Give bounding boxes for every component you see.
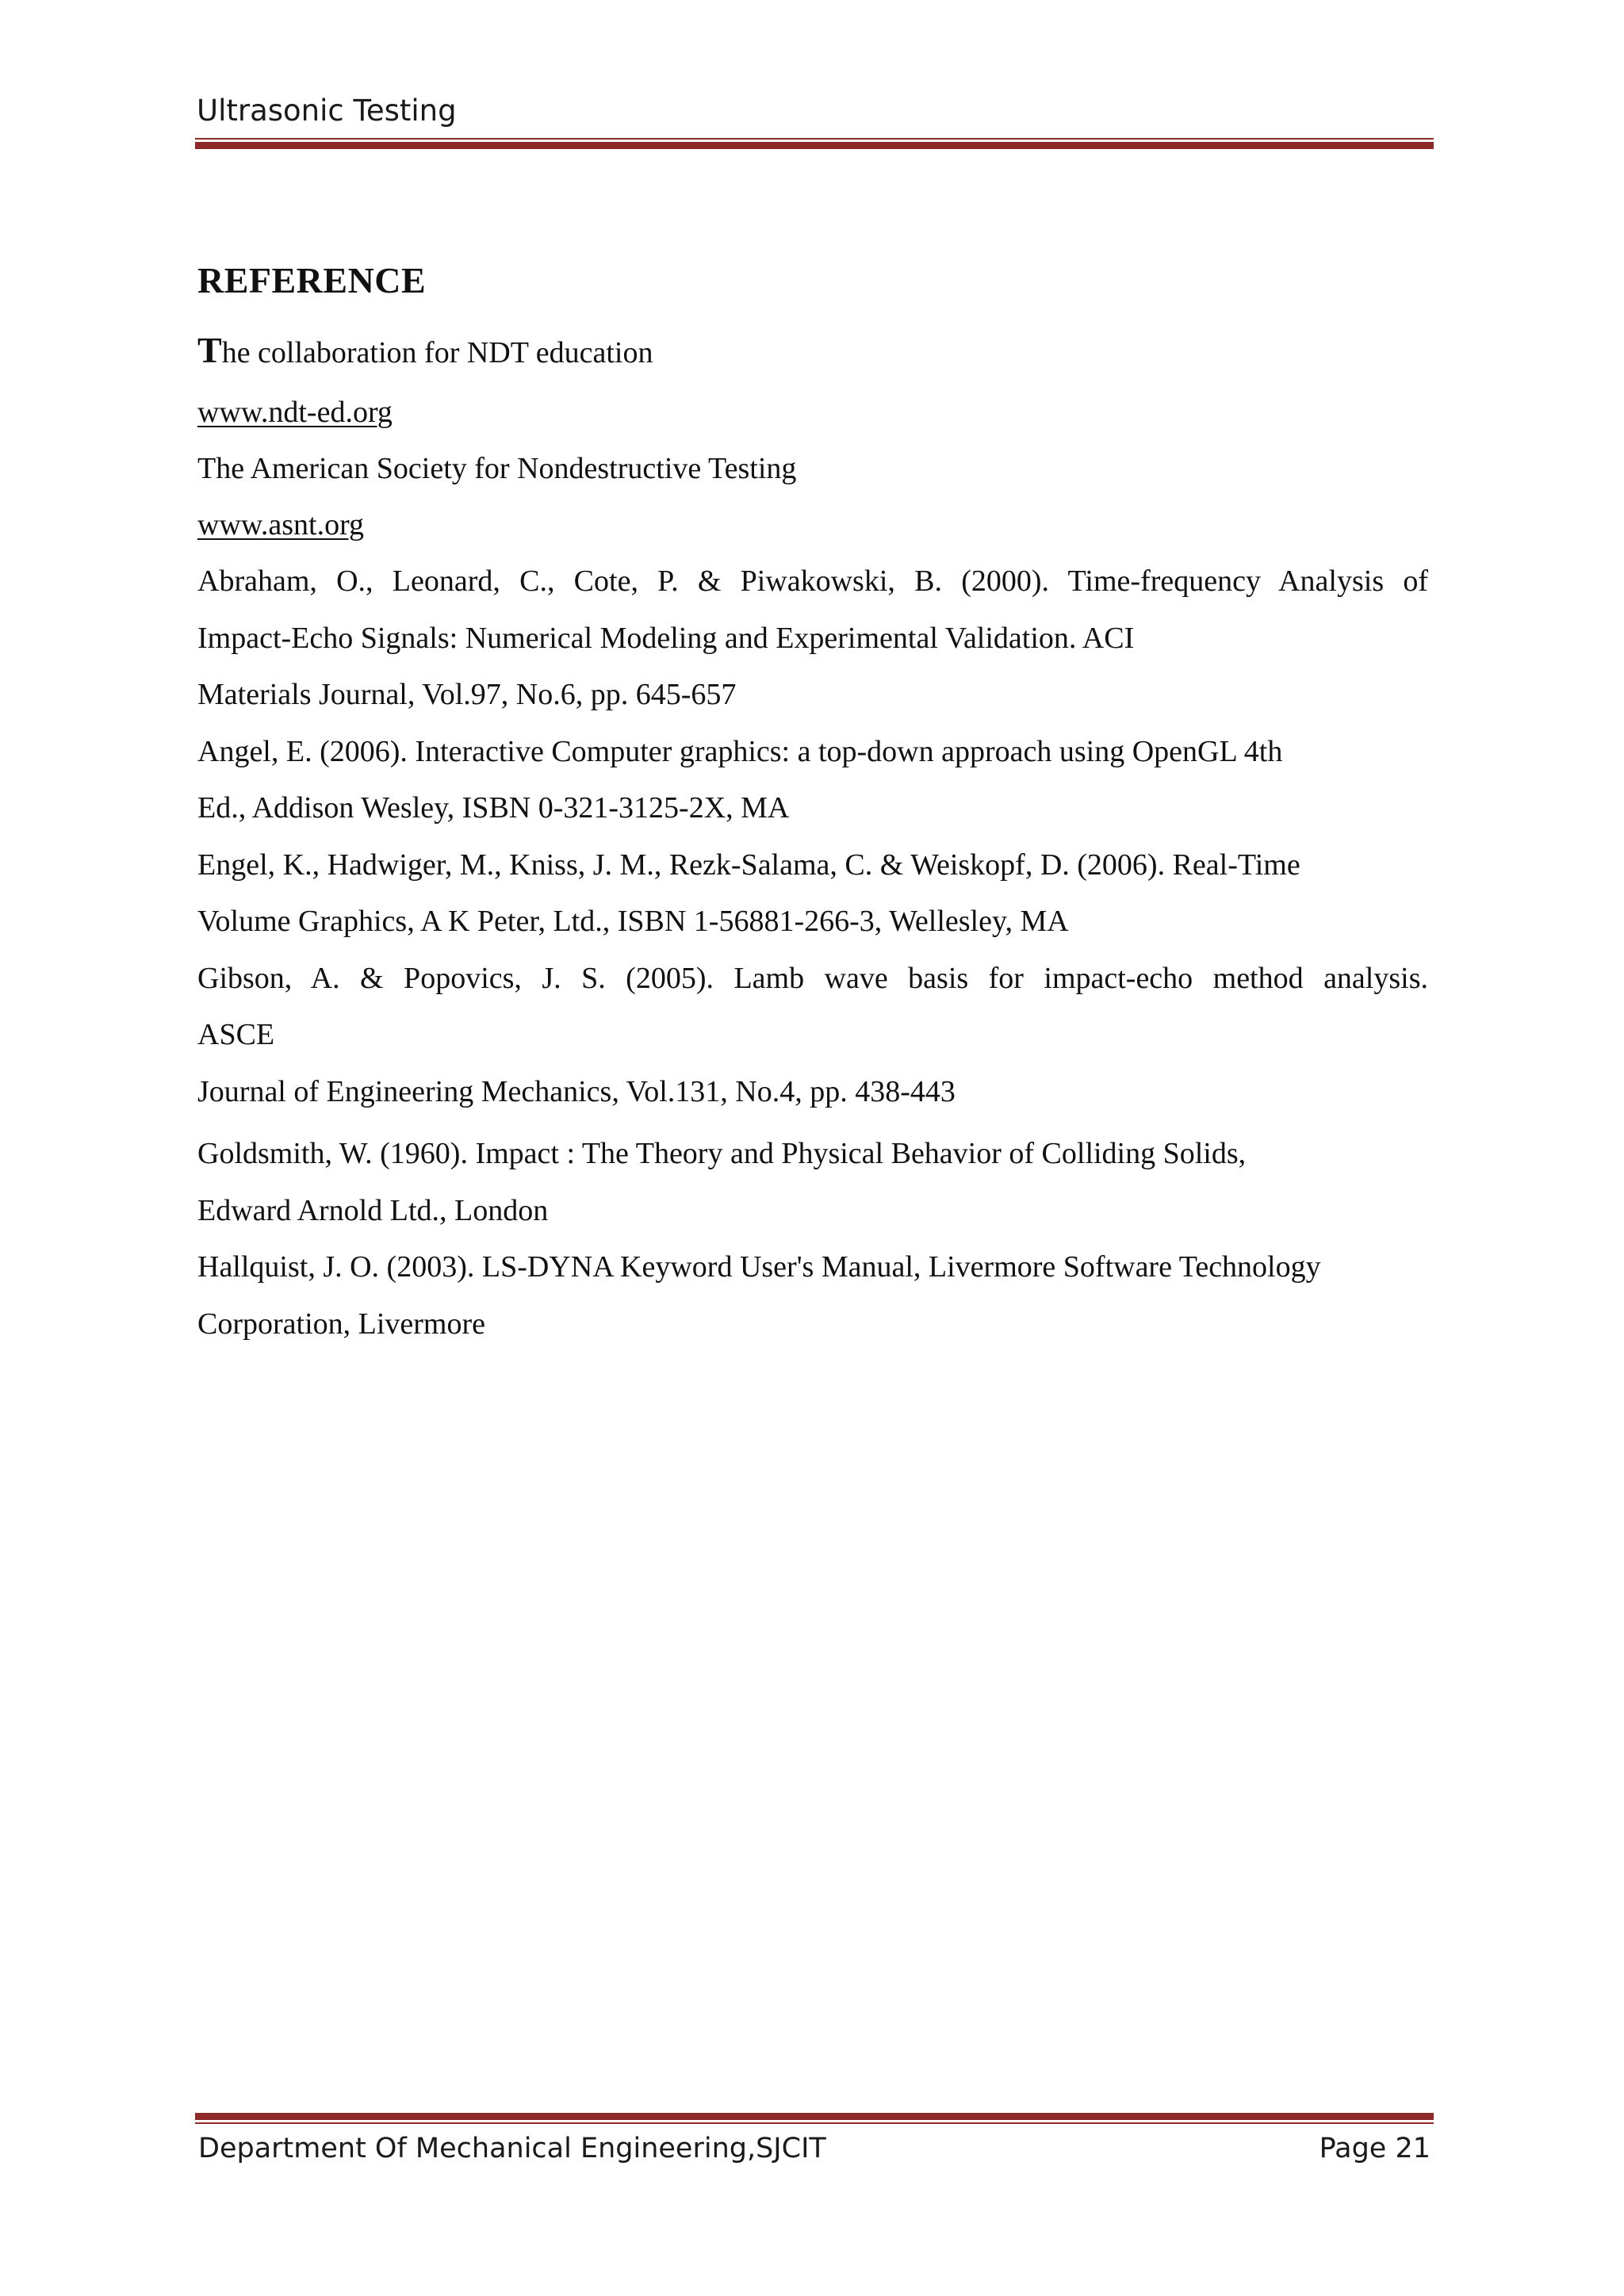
reference-line: Edward Arnold Ltd., London	[197, 1194, 549, 1227]
footer-divider-thin-line	[195, 2122, 1434, 2124]
footer-divider-thick-line	[195, 2113, 1434, 2120]
reference-line: Engel, K., Hadwiger, M., Kniss, J. M., Rezk-Salama, C. & Weiskopf, D. (2006). Real-Time	[197, 848, 1300, 882]
reference-line: The American Society for Nondestructive Testing	[197, 452, 797, 485]
reference-line: Materials Journal, Vol.97, No.6, pp. 645-657	[197, 678, 737, 711]
section-heading: REFERENCE	[197, 260, 427, 300]
footer-divider	[195, 2113, 1434, 2124]
reference-line: Volume Graphics, A K Peter, Ltd., ISBN 1-56881-266-3, Wellesley, MA	[197, 905, 1069, 938]
reference-line: Ed., Addison Wesley, ISBN 0-321-3125-2X, MA	[197, 791, 790, 825]
reference-line: Journal of Engineering Mechanics, Vol.131, No.4, pp. 438-443	[197, 1075, 956, 1108]
link-asnt[interactable]: www.asnt.org	[197, 508, 365, 541]
header-divider-thin-line	[195, 138, 1434, 140]
reference-line: Corporation, Livermore	[197, 1307, 486, 1341]
footer-page-number: Page 21	[1319, 2133, 1431, 2164]
intro-text: he collaboration for NDT education	[221, 336, 653, 369]
reference-intro	[197, 330, 653, 372]
reference-line: Abraham, O., Leonard, C., Cote, P. & Piwakowski, B. (2000). Time-frequency Analysis of	[197, 564, 1428, 598]
running-header-title: Ultrasonic Testing	[197, 94, 457, 128]
reference-line: Hallquist, J. O. (2003). LS-DYNA Keyword User's Manual, Livermore Software Technology	[197, 1250, 1321, 1284]
reference-line: ASCE	[197, 1018, 275, 1051]
link-ndt-ed[interactable]: www.ndt-ed.org	[197, 396, 393, 429]
header-divider-thick-line	[195, 142, 1434, 149]
reference-line: Gibson, A. & Popovics, J. S. (2005). Lamb wave basis for impact-echo method analysis.	[197, 962, 1428, 995]
intro-dropcap: T	[197, 330, 222, 370]
reference-line: Impact-Echo Signals: Numerical Modeling and Experimental Validation. ACI	[197, 622, 1135, 655]
footer-department: Department Of Mechanical Engineering,SJCIT	[198, 2133, 826, 2164]
reference-line: Goldsmith, W. (1960). Impact : The Theory and Physical Behavior of Colliding Solids,	[197, 1137, 1247, 1170]
reference-line: Angel, E. (2006). Interactive Computer graphics: a top-down approach using OpenGL 4th	[197, 735, 1283, 768]
header-divider	[195, 138, 1434, 149]
